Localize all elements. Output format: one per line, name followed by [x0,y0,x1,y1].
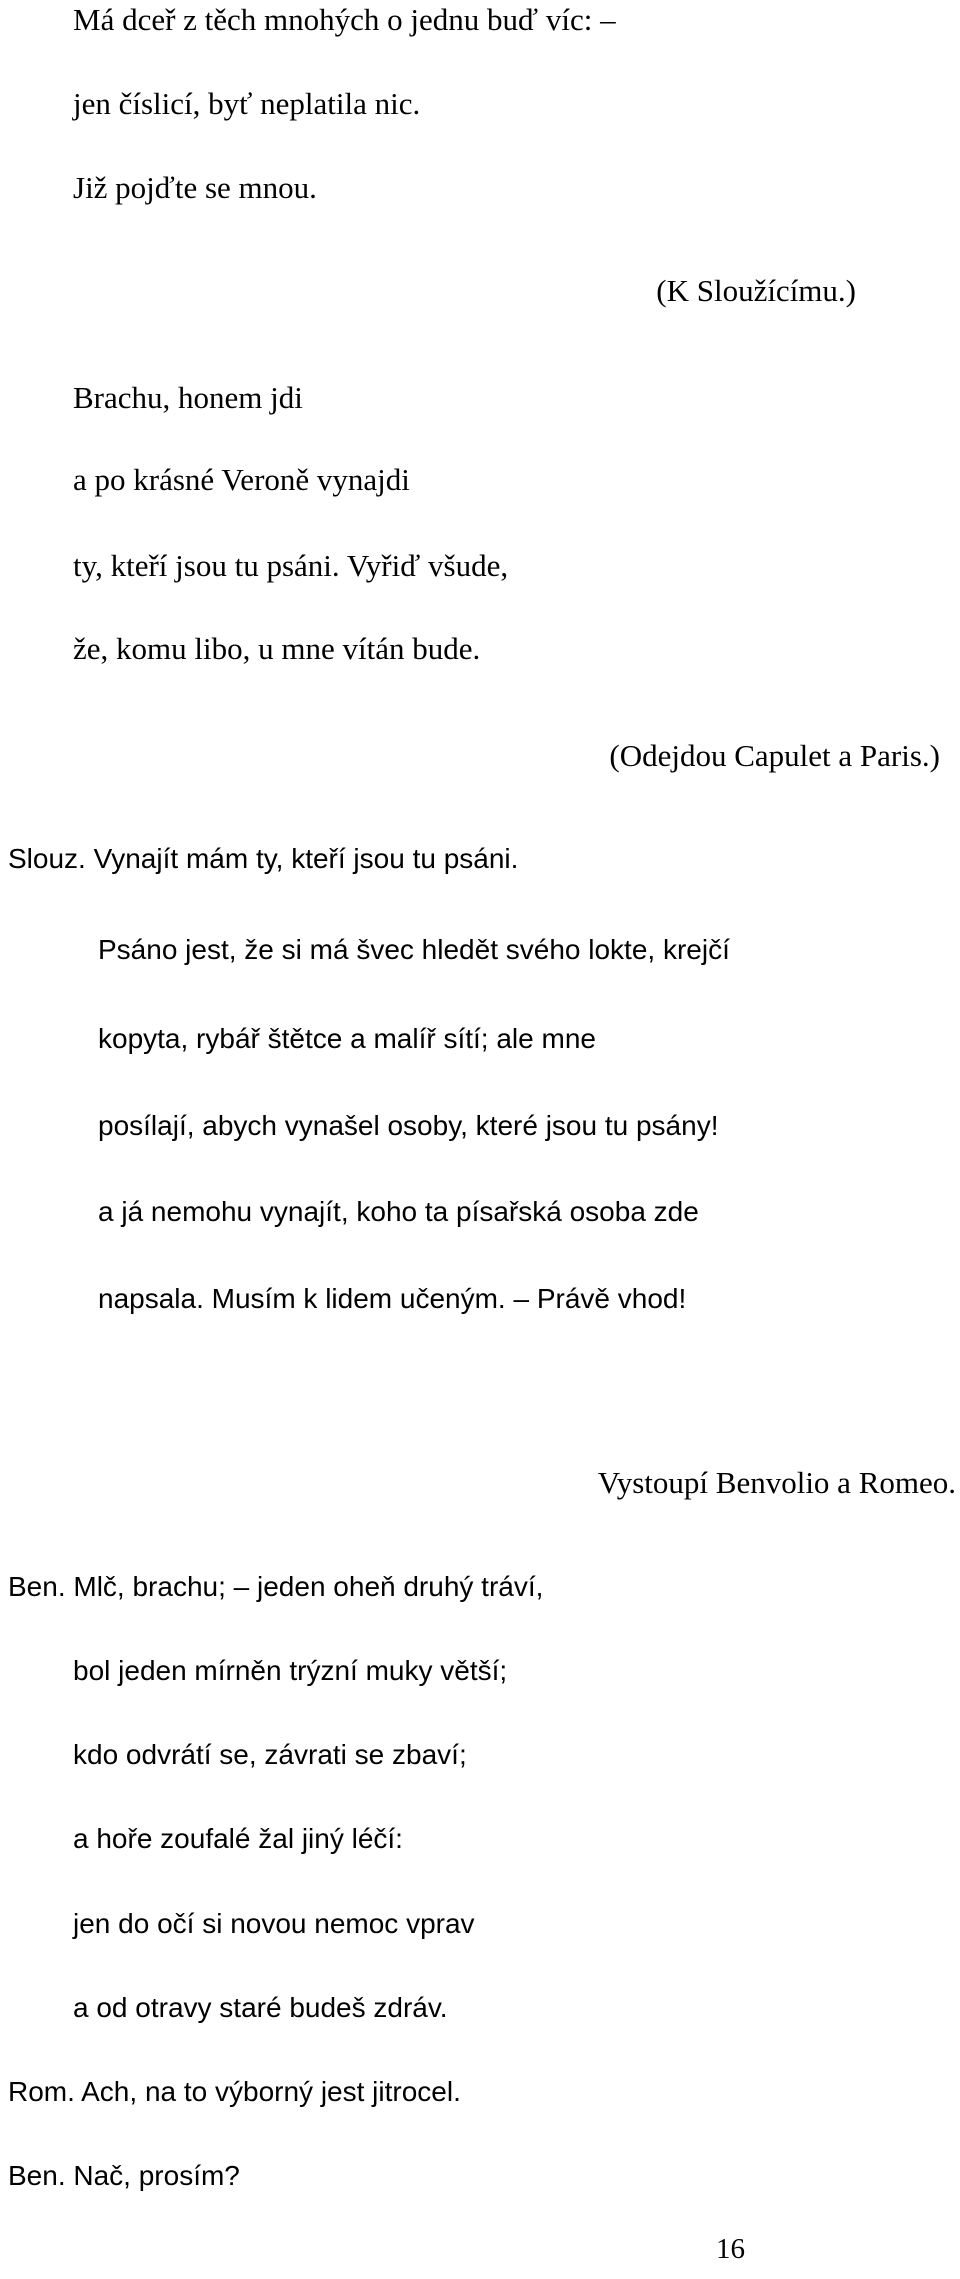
verse-line: Již pojďte se mnou. [73,170,317,205]
prose-line: kopyta, rybář štětce a malíř sítí; ale mne [98,1023,596,1054]
verse-line: a po krásné Veroně vynajdi [73,462,410,497]
speech-line: jen do očí si novou nemoc vprav [73,1908,475,1939]
prose-line: posílají, abych vynašel osoby, které jsou tu psány! [98,1110,719,1141]
verse-line: Brachu, honem jdi [73,380,303,415]
verse-line: že, komu libo, u mne vítán bude. [73,631,481,666]
speech-line: Ben. Nač, prosím? [8,2160,240,2191]
verse-line: ty, kteří jsou tu psáni. Vyřiď všude, [73,548,509,583]
prose-line: Psáno jest, že si má švec hledět svého lokte, krejčí [98,934,730,965]
stage-direction-servant: (K Sloužícímu.) [656,273,856,308]
slouz-line: Slouz. Vynajít mám ty, kteří jsou tu psáni. [8,843,519,874]
verse-line: jen číslicí, byť neplatila nic. [73,86,421,121]
speech-line: kdo odvrátí se, závrati se zbaví; [73,1739,467,1770]
stage-direction-enter: Vystoupí Benvolio a Romeo. [597,1465,956,1500]
prose-line: napsala. Musím k lidem učeným. – Právě vhod! [98,1283,687,1314]
page-number: 16 [716,2233,745,2265]
speech-line: Rom. Ach, na to výborný jest jitrocel. [8,2076,461,2107]
verse-line: Má dceř z těch mnohých o jednu buď víc: – [73,2,616,37]
speech-line: a hoře zoufalé žal jiný léčí: [73,1823,403,1854]
speech-line: Ben. Mlč, brachu; – jeden oheň druhý tráví, [8,1571,544,1602]
speech-line: bol jeden mírněn trýzní muky větší; [73,1655,508,1686]
stage-direction-exit: (Odejdou Capulet a Paris.) [609,738,940,773]
prose-line: a já nemohu vynajít, koho ta písařská osoba zde [98,1196,699,1227]
speech-line: a od otravy staré budeš zdráv. [73,1992,448,2023]
